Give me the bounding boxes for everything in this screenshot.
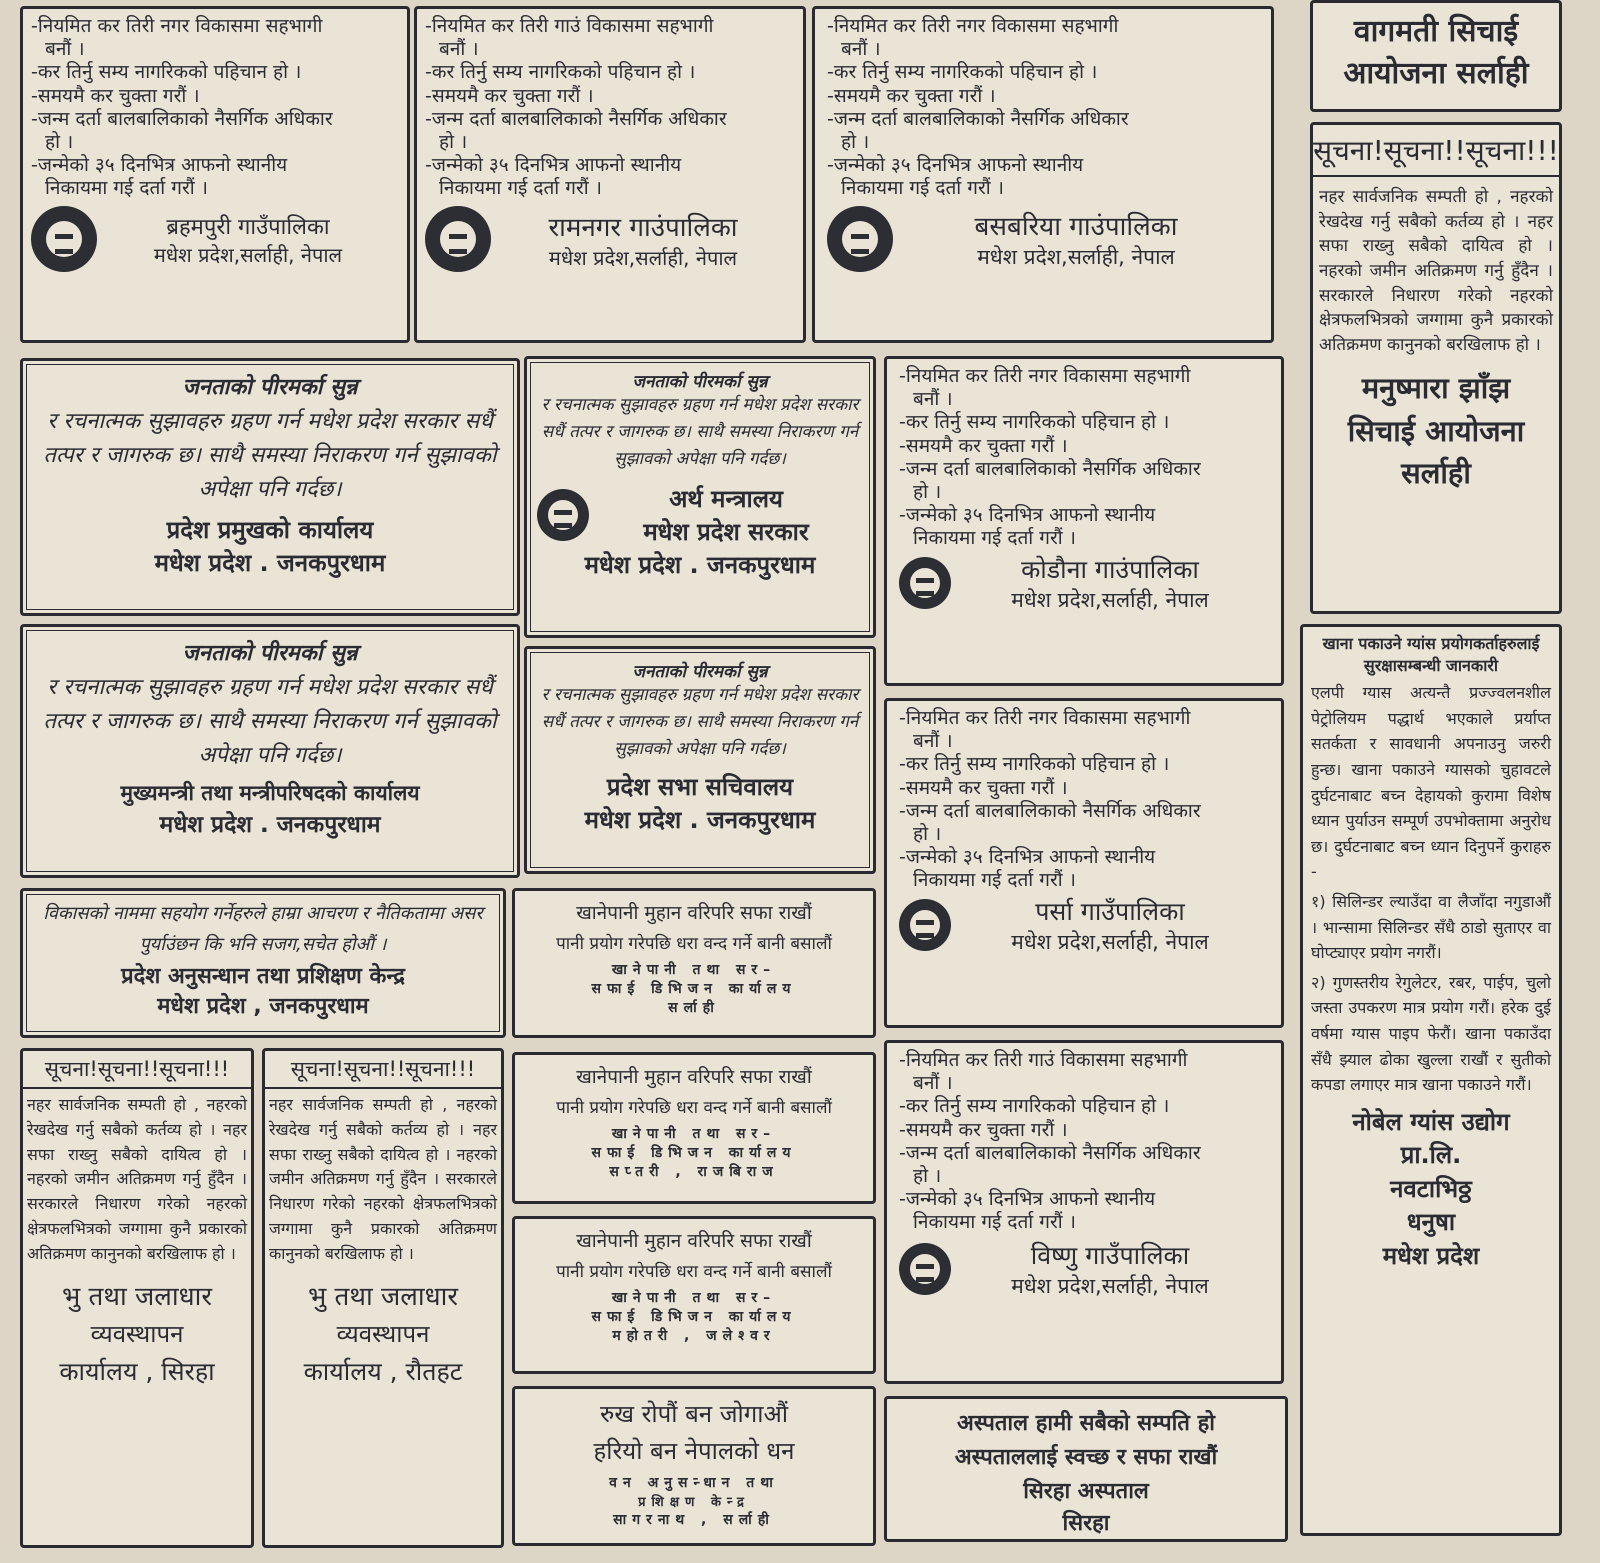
- ad-bhu-siraha: [20, 1048, 254, 1548]
- nepal-emblem-icon: [537, 489, 589, 541]
- ad-mukhyamantri: [20, 624, 520, 878]
- manushmara-line1: मनुष्मारा झाँझ: [1361, 371, 1511, 406]
- org-govt: मधेश प्रदेश सरकार: [643, 517, 809, 546]
- suchana-heading: सूचना!सूचना!!सूचना!!!: [23, 1055, 251, 1089]
- water-line2: पानी प्रयोग गरेपछि धरा वन्द गर्ने बानी बसालौं: [556, 1262, 832, 1282]
- tax-line: बनौं ।: [439, 38, 479, 61]
- ad-pradesh-pramukh: [20, 358, 520, 616]
- ad-basbariya: [812, 6, 1274, 343]
- water-line1: खानेपानी मुहान वरिपरि सफा राखौं: [576, 902, 812, 924]
- pirmarka-title: जनताको पीरमर्का सुन्न: [632, 662, 768, 682]
- tax-line: हो ।: [913, 480, 942, 503]
- manushmara-line2: सिचाई आयोजना: [1347, 413, 1525, 448]
- water-line1: खानेपानी मुहान वरिपरि सफा राखौं: [576, 1230, 812, 1252]
- ad-ramnagar: [414, 6, 806, 343]
- tax-line: -समयमै कर चुक्ता गरौं ।: [425, 84, 594, 107]
- ad-kodauna: [884, 356, 1284, 686]
- tax-line: -जन्मेको ३५ दिनभित्र आफनो स्थानीय: [899, 504, 1156, 527]
- org-region: मधेश प्रदेश,सर्लाही, नेपाल: [1011, 588, 1209, 613]
- water-org-a: खानेपानी तथा सर–: [611, 962, 777, 978]
- tax-line: -जन्म दर्ता बालबालिकाको नैसर्गिक अधिकार: [899, 457, 1201, 480]
- ad-bhu-rautahat: [262, 1048, 504, 1548]
- water-org-b: सफाई डिभिजन कार्यालय: [591, 1309, 797, 1325]
- hospital-line2: अस्पताललाई स्वच्छ र सफा राखौं: [954, 1445, 1218, 1470]
- tax-line: -नियमित कर तिरी नगर विकासमा सहभागी: [899, 365, 1191, 387]
- org-name: ब्रहमपुरी गाउँपालिका: [166, 214, 330, 240]
- gas-org: [1311, 1106, 1551, 1274]
- tax-line: -कर तिर्नु सम्य नागरिकको पहिचान हो ।: [899, 1095, 1170, 1118]
- rukh-line1: रुख रोपौं बन जोगाऔं: [599, 1400, 789, 1428]
- tax-line: हो ।: [841, 130, 870, 153]
- water-org-a: खानेपानी तथा सर–: [611, 1290, 777, 1306]
- tax-line: निकायमा गई दर्ता गरौं ।: [913, 869, 1076, 892]
- org-region: मधेश प्रदेश,सर्लाही, नेपाल: [977, 245, 1175, 270]
- gas-para-1: एलपी ग्यास अत्यन्तै प्रज्ज्वलनशील पेट्रोलियम पद्धार्थ भएकाले प्रर्याप्त सतर्कता र सावधानी अपनाउनु जरुरी हुन्छ। खाना पकाउने ग्यासको चुहावटले दुर्घटनाबाट बच्न देहायको कुरामा विशेष ध्यान पुर्याउन सम्पूर्ण उपभोक्तामा अनुरोध छ। दुर्घटनाबाट बच्न ध्यान दिनुपर्ने कुराहरु -: [1311, 683, 1551, 882]
- org-name: अर्थ मन्त्रालय: [669, 484, 783, 513]
- ad-gas-safety: [1300, 624, 1562, 1536]
- ad-water-saptari: [512, 1052, 876, 1204]
- tax-line: -कर तिर्नु सम्य नागरिकको पहिचान हो ।: [425, 61, 696, 84]
- tax-line: -कर तिर्नु सम्य नागरिकको पहिचान हो ।: [31, 61, 302, 84]
- bhu-line1: भु तथा जलाधार: [308, 1281, 458, 1312]
- tax-line: -जन्म दर्ता बालबालिकाको नैसर्गिक अधिकार: [31, 107, 333, 130]
- bhu-line3: कार्यालय , रौतहट: [303, 1356, 463, 1386]
- bhu-line2: व्यवस्थापन: [90, 1319, 184, 1348]
- bagmati-line1: वागमती सिचाई: [1353, 14, 1519, 49]
- water-org-a: खानेपानी तथा सर–: [611, 1126, 777, 1142]
- water-place: महोतरी , जलेश्वर: [612, 1328, 776, 1344]
- tax-line: -नियमित कर तिरी गाउं विकासमा सहभागी: [899, 1049, 1188, 1071]
- nepal-emblem-icon: [827, 206, 893, 272]
- rukh-org2: प्रशिक्षण केन्द्र: [638, 1495, 750, 1510]
- rukh-line2: हरियो बन नेपालको धन: [593, 1437, 795, 1465]
- org-name: पर्सा गाउँपालिका: [1035, 897, 1185, 927]
- ad-parsa: [884, 698, 1284, 1028]
- org-address: मधेश प्रदेश . जनकपुरधाम: [154, 549, 386, 578]
- org-region: मधेश प्रदेश,सर्लाही, नेपाल: [548, 245, 738, 270]
- tax-line: निकायमा गई दर्ता गरौं ।: [439, 177, 602, 200]
- water-org-b: सफाई डिभिजन कार्यालय: [591, 981, 797, 997]
- org-name: रामनगर गाउंपालिका: [548, 212, 738, 243]
- tax-line: बनौं ।: [913, 730, 953, 753]
- org-name: प्रदेश सभा सचिवालय: [606, 772, 794, 801]
- pirmarka-body: र रचनात्मक सुझावहरु ग्रहण गर्न मधेश प्रदेश सरकार सधैं तत्पर र जागरुक छ। साथै समस्या निराकरण गर्न सुझावको अपेक्षा पनि गर्दछ।: [43, 409, 497, 503]
- pirmarka-title: जनताको पीरमर्का सुन्न: [632, 372, 768, 392]
- gas-org-type: प्रा.लि.: [1400, 1141, 1462, 1170]
- org-name: कोडौना गाउंपालिका: [1021, 555, 1199, 585]
- gas-org-name: नोबेल ग्यांस उद्योग: [1352, 1107, 1510, 1136]
- ad-pradesh-sabha: [524, 646, 876, 874]
- water-line2: पानी प्रयोग गरेपछि धरा वन्द गर्ने बानी बसालौं: [556, 934, 832, 954]
- ad-bagmati: [1310, 0, 1562, 112]
- tax-line: हो ।: [439, 130, 468, 153]
- pirmarka-body: र रचनात्मक सुझावहरु ग्रहण गर्न मधेश प्रदेश सरकार सधैं तत्पर र जागरुक छ। साथै समस्या निराकरण गर्न सुझावको अपेक्षा पनि गर्दछ।: [541, 395, 859, 470]
- pirmarka-body: र रचनात्मक सुझावहरु ग्रहण गर्न मधेश प्रदेश सरकार सधैं तत्पर र जागरुक छ। साथै समस्या निराकरण गर्न सुझावको अपेक्षा पनि गर्दछ।: [43, 675, 497, 769]
- tax-line: हो ।: [913, 822, 942, 845]
- pirmarka-title: जनताको पीरमर्का सुन्न: [182, 641, 358, 666]
- tax-line: -कर तिर्नु सम्य नागरिकको पहिचान हो ।: [827, 61, 1098, 84]
- water-line2: पानी प्रयोग गरेपछि धरा वन्द गर्ने बानी बसालौं: [556, 1098, 832, 1118]
- org-region: मधेश प्रदेश,सर्लाही, नेपाल: [1011, 1274, 1209, 1299]
- tax-line: -समयमै कर चुक्ता गरौं ।: [899, 434, 1068, 457]
- tax-line: -जन्मेको ३५ दिनभित्र आफनो स्थानीय: [425, 154, 682, 177]
- bhu-line3: कार्यालय , सिरहा: [59, 1356, 215, 1386]
- tax-line: बनौं ।: [913, 388, 953, 411]
- tax-line: -कर तिर्नु सम्य नागरिकको पहिचान हो ।: [899, 753, 1170, 776]
- org-address: मधेश प्रदेश . जनकपुरधाम: [584, 805, 816, 834]
- tax-line: -जन्म दर्ता बालबालिकाको नैसर्गिक अधिकार: [425, 107, 727, 130]
- hospital-org: सिरहा अस्पताल: [1023, 1479, 1149, 1504]
- org-name: मुख्यमन्त्री तथा मन्त्रीपरिषदको कार्यालय: [120, 781, 420, 806]
- suchana-body: नहर सार्वजनिक सम्पती हो , नहरको रेखदेख गर्नु सबैको कर्तव्य हो । नहर सफा राख्नु सबैको दायित्व हो । नहरको जमीन अतिक्रमण गर्नु हुँदैन । सरकारले निधारण गरेको नहरको क्षेत्रफलभित्रको जग्गामा कुनै प्रकारको अतिक्रमण कानुनको बरखिलाफ हो ।: [269, 1095, 497, 1263]
- tax-line: -जन्म दर्ता बालबालिकाको नैसर्गिक अधिकार: [899, 799, 1201, 822]
- tax-line: -समयमै कर चुक्ता गरौं ।: [827, 84, 996, 107]
- tax-line: बनौं ।: [45, 38, 85, 61]
- gas-org-district: धनुषा: [1406, 1208, 1456, 1237]
- ad-suchana-manushmara: [1310, 122, 1562, 614]
- ad-brahmapuri: [20, 6, 410, 343]
- water-line1: खानेपानी मुहान वरिपरि सफा राखौं: [576, 1066, 812, 1088]
- tax-line: -जन्म दर्ता बालबालिकाको नैसर्गिक अधिकार: [899, 1141, 1201, 1164]
- gas-org-place: नवटाभिठ्ठ: [1390, 1174, 1472, 1203]
- bikas-body: विकासको नाममा सहयोग गर्नेहरुले हाम्रा आचरण र नैतिकतामा असर पुर्याउंछन कि भनि सजग,सचेत होऔं ।: [43, 903, 483, 955]
- ad-rukh: [512, 1386, 876, 1546]
- nepal-emblem-icon: [899, 899, 951, 951]
- ad-artha-mantralaya: [524, 356, 876, 638]
- ad-bishnu: [884, 1040, 1284, 1384]
- org-name: बसबरिया गाउंपालिका: [974, 212, 1178, 243]
- water-org-b: सफाई डिभिजन कार्यालय: [591, 1145, 797, 1161]
- bagmati-line2: आयोजना सर्लाही: [1343, 56, 1529, 91]
- tax-line: -जन्मेको ३५ दिनभित्र आफनो स्थानीय: [31, 154, 288, 177]
- tax-line: -कर तिर्नु सम्य नागरिकको पहिचान हो ।: [899, 411, 1170, 434]
- tax-line: -नियमित कर तिरी गाउं विकासमा सहभागी: [425, 15, 714, 37]
- suchana-body: नहर सार्वजनिक सम्पती हो , नहरको रेखदेख गर्नु सबैको कर्तव्य हो । नहर सफा राख्नु सबैको दायित्व हो । नहरको जमीन अतिक्रमण गर्नु हुँदैन । सरकारले निधारण गरेको नहरको क्षेत्रफलभित्रको जग्गामा कुनै प्रकारको अतिक्रमण कानुनको बरखिलाफ हो ।: [27, 1095, 247, 1263]
- bhu-line2: व्यवस्थापन: [336, 1319, 430, 1348]
- pirmarka-body: र रचनात्मक सुझावहरु ग्रहण गर्न मधेश प्रदेश सरकार सधैं तत्पर र जागरुक छ। साथै समस्या निराकरण गर्न सुझावको अपेक्षा पनि गर्दछ।: [541, 685, 859, 760]
- gas-org-province: मधेश प्रदेश: [1382, 1242, 1480, 1271]
- tax-line: निकायमा गई दर्ता गरौं ।: [913, 527, 1076, 550]
- bhu-line1: भु तथा जलाधार: [62, 1281, 212, 1312]
- tax-line: हो ।: [45, 130, 74, 153]
- gas-para-2: १) सिलिन्डर ल्याउँदा वा लैजाँदा नगुडाऔं । भान्सामा सिलिन्डर सँधै ठाडो सुताएर वा घोप्ट्याएर प्रयोग नगरौं।: [1311, 891, 1551, 963]
- gas-para-3: २) गुणस्तरीय रेगुलेटर, रबर, पाईप, चुलो जस्ता उपकरण मात्र प्रयोग गरौं। हरेक दुई वर्षमा ग्यास पाइप फेरौं। खाना पकाउँदा सँधै झ्याल ढोका खुल्ला राखौं र सुतीको कपडा लगाएर मात्र खाना पकाउने गरौं।: [1311, 972, 1551, 1095]
- ad-anusandhan: [20, 888, 506, 1038]
- rukh-org1: वन अनुसन्धान तथा: [609, 1475, 779, 1491]
- org-address: मधेश प्रदेश , जनकपुरधाम: [157, 994, 369, 1020]
- tax-line: -जन्म दर्ता बालबालिकाको नैसर्गिक अधिकार: [827, 107, 1129, 130]
- tax-line: -नियमित कर तिरी नगर विकासमा सहभागी: [899, 707, 1191, 729]
- gas-heading: खाना पकाउने ग्यांस प्रयोगकर्ताहरुलाई सुरक्षासम्बन्धी जानकारी: [1322, 634, 1540, 675]
- tax-line: -जन्मेको ३५ दिनभित्र आफनो स्थानीय: [899, 846, 1156, 869]
- org-region: मधेश प्रदेश,सर्लाही, नेपाल: [1011, 930, 1209, 955]
- hospital-line1: अस्पताल हामी सबैको सम्पति हो: [957, 1411, 1215, 1436]
- org-address: मधेश प्रदेश . जनकपुरधाम: [584, 550, 816, 579]
- nepal-emblem-icon: [31, 206, 97, 272]
- org-name: प्रदेश प्रमुखको कार्यालय: [166, 516, 374, 545]
- tax-line: बनौं ।: [841, 38, 881, 61]
- water-place: सर्लाही: [668, 1000, 720, 1016]
- manushmara-line3: सर्लाही: [1401, 455, 1471, 490]
- water-place: सप्तरी , राजबिराज: [609, 1164, 779, 1180]
- tax-line: -नियमित कर तिरी नगर विकासमा सहभागी: [827, 15, 1119, 37]
- tax-line: बनौं ।: [913, 1072, 953, 1095]
- rukh-org3: सागरनाथ , सर्लाही: [613, 1512, 775, 1528]
- tax-line: निकायमा गई दर्ता गरौं ।: [45, 177, 208, 200]
- org-address: मधेश प्रदेश . जनकपुरधाम: [159, 812, 381, 839]
- hospital-place: सिरहा: [1062, 1511, 1110, 1536]
- org-region: मधेश प्रदेश,सर्लाही, नेपाल: [153, 242, 343, 267]
- ad-water-mahottari: [512, 1216, 876, 1374]
- tax-line: -समयमै कर चुक्ता गरौं ।: [899, 1118, 1068, 1141]
- tax-line: -नियमित कर तिरी नगर विकासमा सहभागी: [31, 15, 323, 37]
- tax-line: निकायमा गई दर्ता गरौं ।: [913, 1211, 1076, 1234]
- tax-line: -समयमै कर चुक्ता गरौं ।: [899, 776, 1068, 799]
- ad-water-sarlahi: [512, 888, 876, 1038]
- tax-line: -जन्मेको ३५ दिनभित्र आफनो स्थानीय: [899, 1188, 1156, 1211]
- tax-line: निकायमा गई दर्ता गरौं ।: [841, 177, 1004, 200]
- nepal-emblem-icon: [899, 1243, 951, 1295]
- ad-hospital: [884, 1396, 1288, 1542]
- nepal-emblem-icon: [899, 557, 951, 609]
- org-name: प्रदेश अनुसन्धान तथा प्रशिक्षण केन्द्र: [121, 964, 405, 990]
- suchana-body: नहर सार्वजनिक सम्पती हो , नहरको रेखदेख गर्नु सबैको कर्तव्य हो । नहर सफा राख्नु सबैको दायित्व हो । नहरको जमीन अतिक्रमण गर्नु हुँदैन । सरकारले निधारण गरेको नहरको क्षेत्रफलभित्रको जग्गामा कुनै प्रकारको अतिक्रमण कानुनको बरखिलाफ हो ।: [1319, 187, 1553, 355]
- org-name: विष्णु गाउँपालिका: [1030, 1241, 1190, 1271]
- pirmarka-title: जनताको पीरमर्का सुन्न: [182, 375, 358, 400]
- tax-line: -समयमै कर चुक्ता गरौं ।: [31, 84, 200, 107]
- suchana-heading: सूचना!सूचना!!सूचना!!!: [1313, 131, 1559, 177]
- nepal-emblem-icon: [425, 206, 491, 272]
- tax-line: हो ।: [913, 1164, 942, 1187]
- tax-line: -जन्मेको ३५ दिनभित्र आफनो स्थानीय: [827, 154, 1084, 177]
- suchana-heading: सूचना!सूचना!!सूचना!!!: [265, 1055, 501, 1089]
